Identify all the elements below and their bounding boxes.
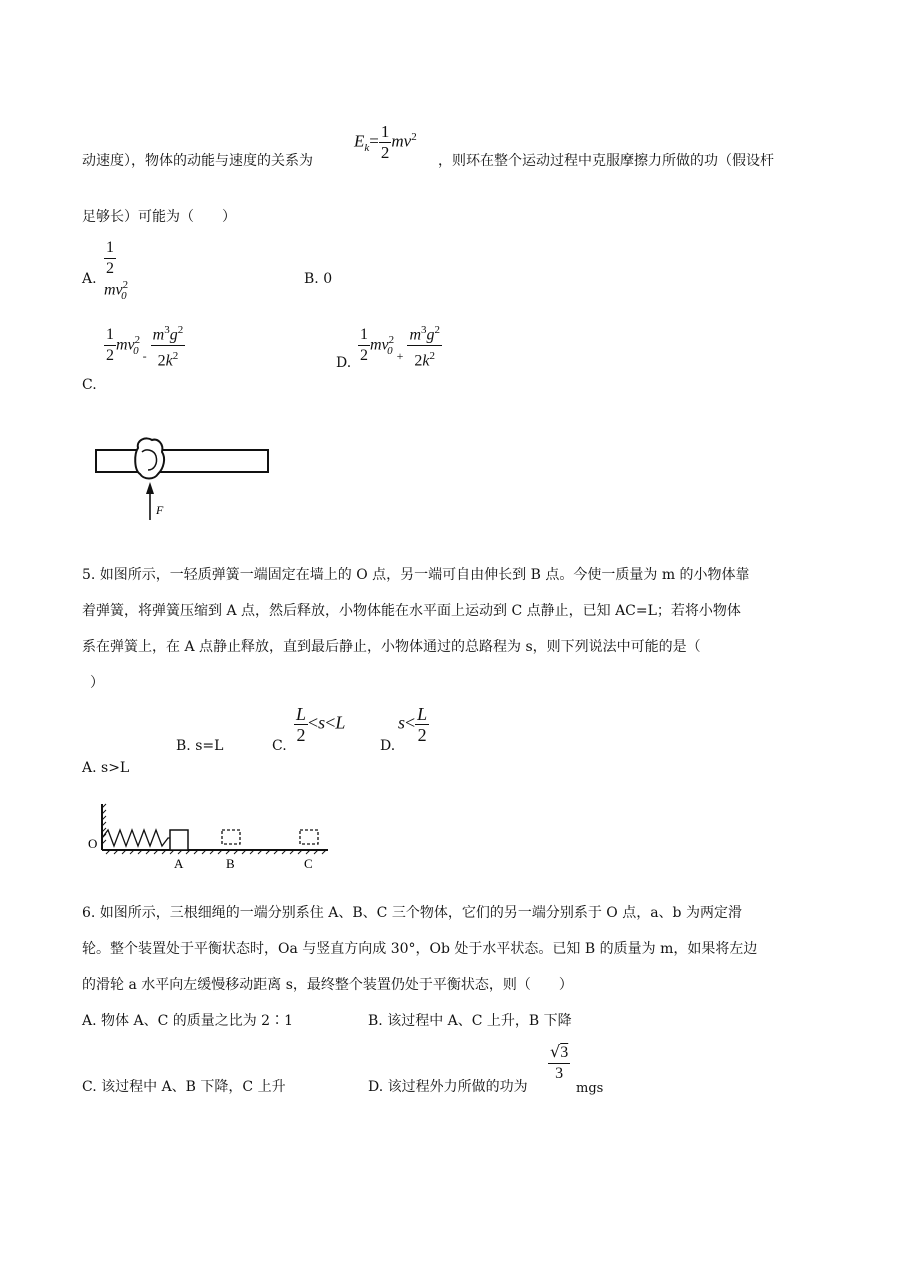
force-label: F [156,503,164,517]
q6-option-a: A. 物体 A、C 的质量之比为 2∶1 [82,1013,293,1029]
q4-option-c-formula: $\frac{1}{2}$ $mv^2_0$ $_-$ $\frac{m^3g^2}{2k^2}$ [104,320,185,372]
q5-stem-line3: 系在弹簧上，在 A 点静止释放，直到最后静止，小物体通过的总路程为 s，则下列说法中可能的是（ [82,639,701,655]
q6-option-d-suffix: mgs [576,1081,604,1096]
q5-option-d-label: D. [380,738,396,754]
q4-stem-line1-b: ，则环在整个运动过程中克服摩擦力所做的功（假设杆 [438,153,774,169]
q4-option-d-label: D. [336,355,352,371]
q4-option-a-label: A. [82,271,97,287]
q5-option-b: B. s=L [176,738,224,754]
q5-option-a: A. s>L [82,760,130,776]
q5-option-d-formula: s< $\frac{L}{2}$ [398,704,428,745]
q4-stem-line1-a: 动速度），物体的动能与速度的关系为 [82,153,313,169]
q6-option-c: C. 该过程中 A、B 下降，C 上升 [82,1079,286,1095]
q6-stem-line3: 的滑轮 a 水平向左缓慢移动距离 s，最终整个装置仍处于平衡状态，则（ ） [82,977,573,993]
label-o: O [88,836,98,851]
q4-ek-formula: $E_k=$ $\frac{1}{2}$ $mv^2$ [354,122,417,162]
q6-option-d-formula: $\frac{√3}{3}$ [550,1042,569,1082]
q4-option-a-formula: $\frac{1}{2}$ $mv^2_0$ [104,239,129,302]
q6-option-d-prefix: D. 该过程外力所做的功为 [368,1079,528,1095]
spring-block-figure [86,802,346,872]
q4-stem-line2: 足够长）可能为（ ） [82,209,236,225]
q6-stem-line2: 轮。整个装置处于平衡状态时，Oa 与竖直方向成 30°，Ob 处于水平状态。已知 B 的质量为 m，如果将左边 [82,941,758,957]
q4-option-c-label: C. [82,377,97,393]
q5-stem-line2: 着弹簧，将弹簧压缩到 A 点，然后释放，小物体能在水平面上运动到 C 点静止，已知 AC=L；若将小物体 [82,603,741,619]
q4-option-b: B. 0 [304,271,333,287]
label-c: C [304,856,313,871]
ring-on-rod-figure [90,436,290,526]
q4-option-d-formula: $\frac{1}{2}$ $mv^2_0$ $_+$ $\frac{m^3g^2}{2k^2}$ [358,320,442,372]
q6-stem-line1: 6. 如图所示，三根细绳的一端分别系住 A、B、C 三个物体，它们的另一端分别系于 O 点，a、b 为两定滑 [82,905,742,921]
label-b: B [226,856,235,871]
q5-stem-line4: ） [90,675,104,691]
q6-option-b: B. 该过程中 A、C 上升，B 下降 [368,1013,572,1029]
q5-option-c-label: C. [272,738,287,754]
q5-option-c-formula: $\frac{L}{2}$ <s<L [296,704,346,745]
label-a: A [174,856,184,871]
q5-stem-line1: 5. 如图所示，一轻质弹簧一端固定在墙上的 O 点，另一端可自由伸长到 B 点。今使一质量为 m 的小物体靠 [82,567,750,583]
